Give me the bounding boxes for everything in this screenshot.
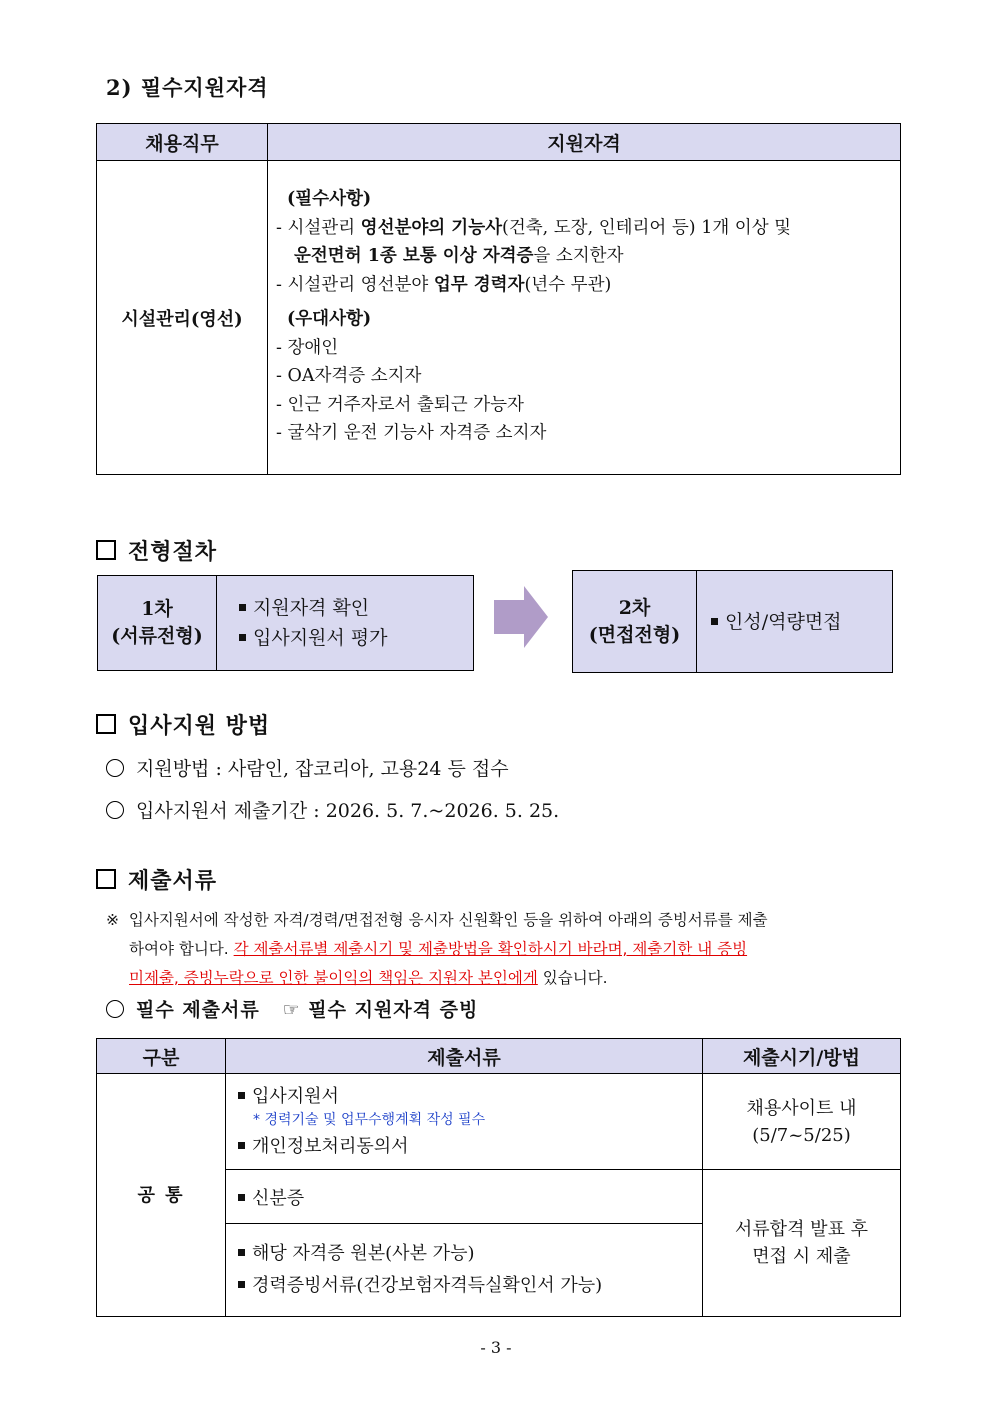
preferred-item: - 굴삭기 운전 기능사 자격증 소지자 <box>276 423 547 443</box>
preferred-head: (우대사항) <box>287 309 372 329</box>
section-docs: 제출서류 <box>96 864 217 895</box>
qualification-content <box>268 161 901 475</box>
qualification-table <box>96 123 901 475</box>
docs-note-line-2: 하여야 합니다. 각 제출서류별 제출시기 및 제출방법을 확인하시기 바라며, 제출기한 내 증빙 <box>129 940 748 958</box>
header-documents: 제출서류 <box>226 1039 703 1074</box>
pointing-hand-icon: ☞ <box>282 999 301 1021</box>
when-row-1: 채용사이트 내 (5/7~5/25) <box>703 1074 901 1170</box>
doc-item: 입사지원서 <box>238 1084 701 1110</box>
step-1-items <box>217 576 388 670</box>
section-process: 전형절차 <box>96 535 217 566</box>
preferred-item: - 인근 거주자로서 출퇴근 가능자 <box>276 394 524 415</box>
docs-row-1 <box>226 1074 703 1170</box>
preferred-item: - OA자격증 소지자 <box>276 366 422 386</box>
required-item-1: - 시설관리 영선분야의 기능사(건축, 도장, 인테리어 등) 1개 이상 및 <box>276 217 792 238</box>
step-2-items <box>697 571 842 672</box>
required-docs-title: 필수 제출서류 ☞ 필수 지원자격 증빙 <box>106 995 478 1022</box>
header-qualification: 지원자격 <box>268 124 901 161</box>
doc-item: 경력증빙서류(건강보험자격득실확인서 가능) <box>238 1270 701 1302</box>
apply-method: 지원방법 : 사람인, 잡코리아, 고용24 등 접수 <box>106 754 509 781</box>
job-title: 시설관리(영선) <box>97 161 268 475</box>
docs-row-2: 신분증 <box>226 1170 703 1224</box>
page-number: - 3 - <box>480 1338 512 1357</box>
section-title-qualification: 2) 필수지원자격 <box>106 75 269 100</box>
step-1-label: 1차 (서류전형) <box>98 576 217 670</box>
required-head: (필수사항) <box>287 189 372 209</box>
when-row-2-3: 서류합격 발표 후 면접 시 제출 <box>703 1170 901 1317</box>
arrow-right-icon <box>494 586 550 648</box>
square-bullet-icon <box>96 869 116 889</box>
step-1-item: 지원자격 확인 <box>239 593 388 623</box>
header-when: 제출시기/방법 <box>703 1039 901 1074</box>
circle-bullet-icon <box>106 1000 124 1018</box>
docs-note-line-1: ※ 입사지원서에 작성한 자격/경력/면접전형 응시자 신원확인 등을 위하여 아래의 증빙서류를 제출 <box>106 911 768 929</box>
step-2-item: 인성/역량면접 <box>711 607 842 637</box>
header-category: 구분 <box>97 1039 226 1074</box>
category-common: 공 통 <box>97 1074 226 1317</box>
required-item-1-cont: 운전면허 1종 보통 이상 자격증을 소지한자 <box>294 246 624 266</box>
square-bullet-icon <box>96 540 116 560</box>
docs-row-3 <box>226 1224 703 1317</box>
circle-bullet-icon <box>106 801 124 819</box>
step-1-box <box>97 575 474 671</box>
circle-bullet-icon <box>106 759 124 777</box>
step-1-item: 입사지원서 평가 <box>239 623 388 653</box>
step-2-box <box>572 570 893 673</box>
doc-note: * 경력기술 및 업무수행계획 작성 필수 <box>253 1111 486 1128</box>
docs-note-line-3: 미제출, 증빙누락으로 인한 불이익의 책임은 지원자 본인에게 있습니다. <box>129 969 608 987</box>
docs-table <box>96 1038 901 1317</box>
apply-period: 입사지원서 제출기간 : 2026. 5. 7.~2026. 5. 25. <box>106 796 559 823</box>
preferred-item: - 장애인 <box>276 337 339 358</box>
required-item-2: - 시설관리 영선분야 업무 경력자(년수 무관) <box>276 274 612 295</box>
section-apply: 입사지원 방법 <box>96 709 270 740</box>
doc-item: 해당 자격증 원본(사본 가능) <box>238 1238 701 1270</box>
square-bullet-icon <box>96 714 116 734</box>
step-2-label: 2차 (면접전형) <box>573 571 697 672</box>
doc-item: 개인정보처리동의서 <box>238 1134 701 1160</box>
header-job: 채용직무 <box>97 124 268 161</box>
